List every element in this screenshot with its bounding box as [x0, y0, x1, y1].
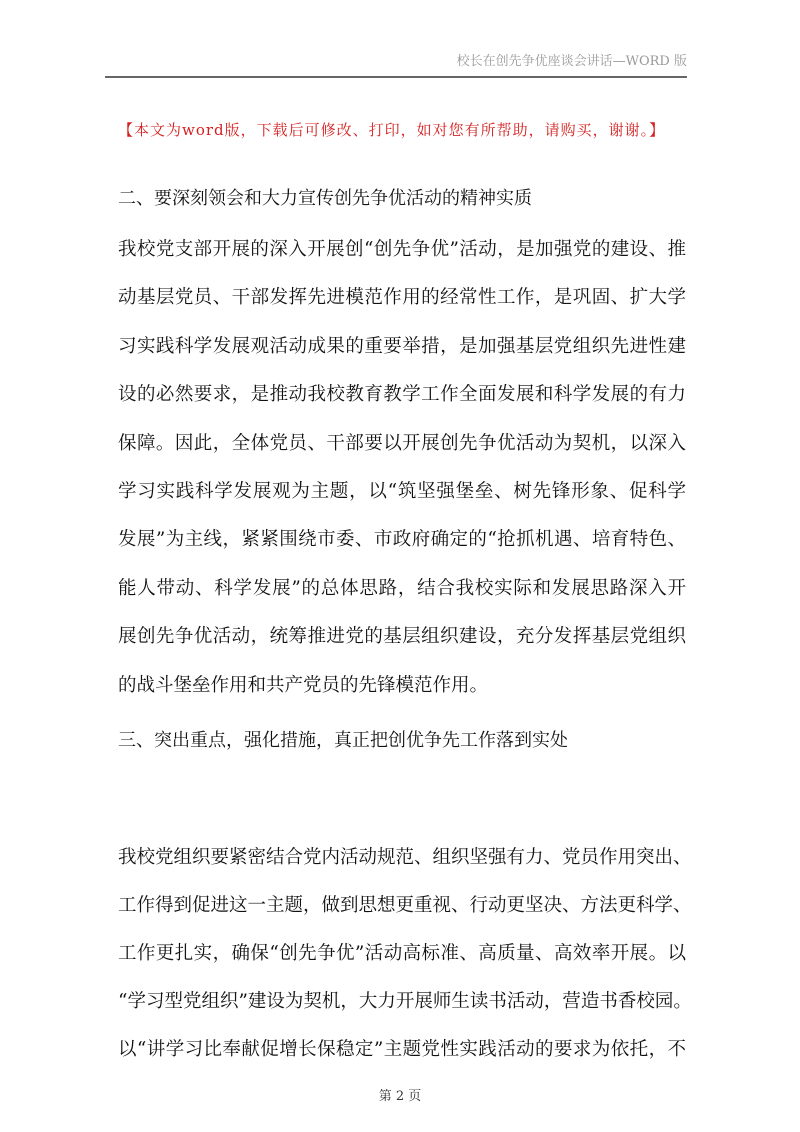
- text-line: 设的必然要求，是推动我校教育教学工作全面发展和科学发展的有力: [118, 384, 686, 406]
- text-line: 发展”为主线，紧紧围绕市委、市政府确定的“抢抓机遇、培育特色、: [118, 529, 686, 551]
- page-number: 第 2 页: [378, 1089, 422, 1104]
- section-heading-3: 三、突出重点，强化措施，真正把创优争先工作落到实处: [118, 730, 568, 751]
- text-line: “学习型党组织”建设为契机，大力开展师生读书活动，营造书香校园。: [118, 991, 692, 1012]
- section-heading-2: 二、要深刻领会和大力宣传创先争优活动的精神实质: [118, 188, 532, 209]
- text-line: 能人带动、科学发展”的总体思路，结合我校实际和发展思路深入开: [118, 577, 686, 599]
- text-line: 我校党组织要紧密结合党内活动规范、组织坚强有力、党员作用突出、: [118, 847, 692, 868]
- text-line: 以“讲学习比奉献促增长保稳定”主题党性实践活动的要求为依托，不: [118, 1039, 686, 1060]
- text-line: 我校党支部开展的深入开展创“创先争优”活动，是加强党的建设、推: [118, 239, 686, 260]
- text-line: 学习实践科学发展观为主题，以“筑坚强堡垒、树先锋形象、促科学: [118, 481, 686, 502]
- text-line: 习实践科学发展观活动成果的重要举措，是加强基层党组织先进性建: [118, 335, 686, 357]
- text-line: 保障。因此，全体党员、干部要以开展创先争优活动为契机，以深入: [118, 432, 686, 454]
- text-line: 工作得到促进这一主题，做到思想更重视、行动更坚决、方法更科学、: [118, 895, 692, 916]
- text-line: 的战斗堡垒作用和共产党员的先锋模范作用。: [118, 674, 489, 696]
- text-line: 动基层党员、干部发挥先进模范作用的经常性工作，是巩固、扩大学: [118, 287, 686, 309]
- purchase-notice: 【本文为word版，下载后可修改、打印，如对您有所帮助，请购买，谢谢。】: [118, 121, 666, 139]
- text-line: 工作更扎实，确保“创先争优”活动高标准、高质量、高效率开展。以: [118, 943, 686, 964]
- text-line: 展创先争优活动，统筹推进党的基层组织建设，充分发挥基层党组织: [118, 626, 686, 648]
- page-header: 校长在创先争优座谈会讲话—WORD 版: [105, 52, 687, 78]
